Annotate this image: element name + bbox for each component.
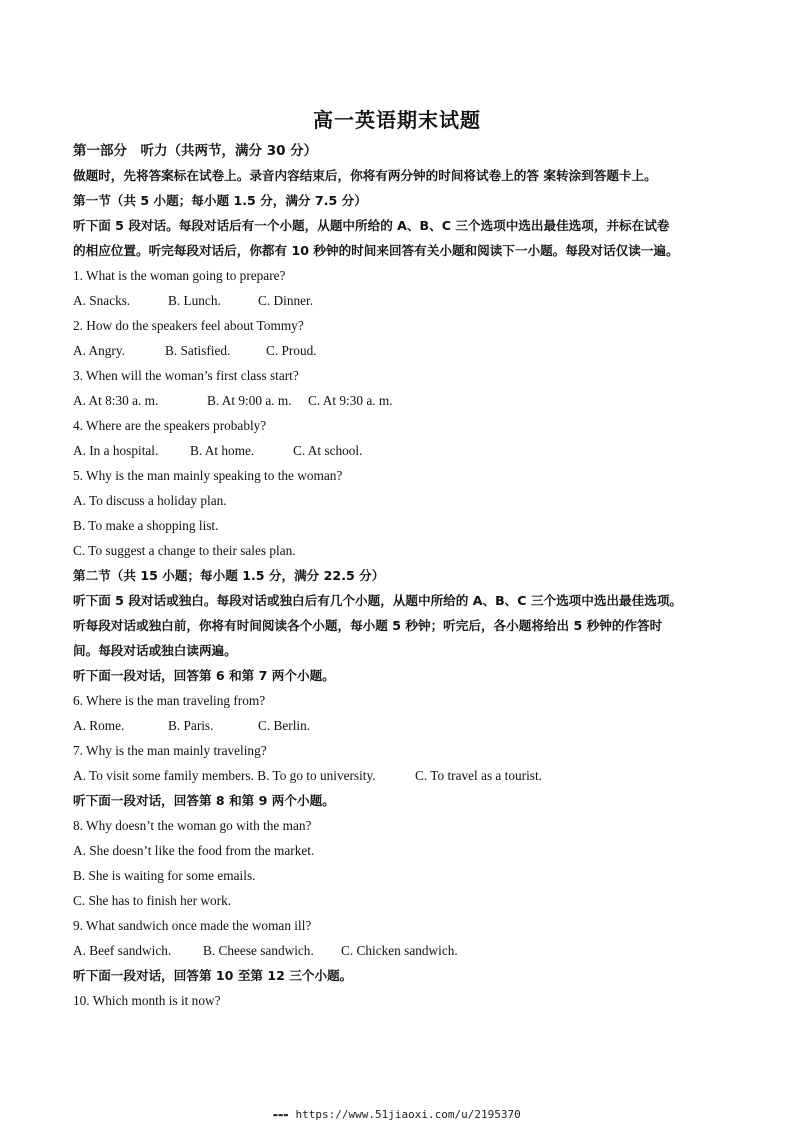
question-5: 5. Why is the man mainly speaking to the woman? (73, 468, 343, 483)
question-7: 7. Why is the man mainly traveling? (73, 743, 267, 758)
group-1-instruction: 听下面一段对话，回答第 6 和第 7 两个小题。 (73, 668, 335, 683)
footer-watermark: ▬▬▬ (273, 1111, 289, 1119)
question-9-options (73, 940, 733, 965)
option-a: A. Snacks. (73, 293, 131, 308)
question-7-options (73, 765, 733, 790)
question-8-option-a: A. She doesn’t like the food from the market. (73, 843, 315, 858)
footer-url[interactable]: https://www.51jiaoxi.com/u/2195370 (295, 1108, 521, 1121)
option-b: B. Lunch. (168, 293, 221, 308)
option-b: B. Satisfied. (165, 343, 231, 358)
question-2-options (73, 340, 733, 365)
group-2-instruction: 听下面一段对话，回答第 8 和第 9 两个小题。 (73, 793, 335, 808)
section2-instruction-1: 听下面 5 段对话或独白。每段对话或独白后有几个小题，从题中所给的 A、B、C 三个选项中选出最佳选项。 (73, 593, 683, 608)
options-a-b: A. To visit some family members. B. To go to university. (73, 768, 376, 783)
question-1-options (73, 290, 733, 315)
question-5-option-b: B. To make a shopping list. (73, 518, 219, 533)
option-b: B. Cheese sandwich. (203, 943, 314, 958)
question-5-option-a: A. To discuss a holiday plan. (73, 493, 227, 508)
option-a: A. Rome. (73, 718, 125, 733)
option-c: C. Proud. (266, 343, 317, 358)
option-c: C. Chicken sandwich. (341, 943, 458, 958)
question-1: 1. What is the woman going to prepare? (73, 268, 286, 283)
option-c: C. At school. (293, 443, 363, 458)
option-b: B. Paris. (168, 718, 214, 733)
question-3: 3. When will the woman’s first class start? (73, 368, 299, 383)
question-2: 2. How do the speakers feel about Tommy? (73, 318, 304, 333)
option-c: C. To travel as a tourist. (415, 768, 542, 783)
option-a: A. In a hospital. (73, 443, 159, 458)
question-4: 4. Where are the speakers probably? (73, 418, 267, 433)
question-8: 8. Why doesn’t the woman go with the man? (73, 818, 312, 833)
option-a: A. Angry. (73, 343, 125, 358)
question-3-options (73, 390, 733, 415)
page-footer (0, 1108, 794, 1121)
option-c: C. Dinner. (258, 293, 314, 308)
exam-content (73, 140, 733, 1015)
option-a: A. At 8:30 a. m. (73, 393, 159, 408)
option-c: C. Berlin. (258, 718, 311, 733)
question-8-option-c: C. She has to finish her work. (73, 893, 232, 908)
question-6-options (73, 715, 733, 740)
part1-heading: 第一部分 听力（共两节，满分 30 分） (73, 143, 318, 159)
question-8-option-b: B. She is waiting for some emails. (73, 868, 256, 883)
question-4-options (73, 440, 733, 465)
page-title: 高一英语期末试题 (313, 108, 481, 132)
group-3-instruction: 听下面一段对话，回答第 10 至第 12 三个小题。 (73, 968, 353, 983)
question-5-option-c: C. To suggest a change to their sales plan. (73, 543, 296, 558)
question-9: 9. What sandwich once made the woman ill? (73, 918, 312, 933)
question-10: 10. Which month is it now? (73, 993, 221, 1008)
section2-instruction-3: 间。每段对话或独白读两遍。 (73, 643, 237, 658)
option-a: A. Beef sandwich. (73, 943, 172, 958)
section1-heading: 第一节（共 5 小题；每小题 1.5 分，满分 7.5 分） (73, 193, 367, 208)
section1-instruction-1: 听下面 5 段对话。每段对话后有一个小题，从题中所给的 A、B、C 三个选项中选出最佳选项，并标在试卷 (73, 218, 670, 233)
section1-instruction-2: 的相应位置。听完每段对话后，你都有 10 秒钟的时间来回答有关小题和阅读下一小题。每段对话仅读一遍。 (73, 243, 679, 258)
intro-text: 做题时，先将答案标在试卷上。录音内容结束后，你将有两分钟的时间将试卷上的答 案转涂到答题卡上。 (73, 168, 657, 183)
section2-instruction-2: 听每段对话或独白前，你将有时间阅读各个小题，每小题 5 秒钟；听完后，各小题将给出 5 秒钟的作答时 (73, 618, 663, 633)
section2-heading: 第二节（共 15 小题；每小题 1.5 分，满分 22.5 分） (73, 568, 385, 583)
option-b: B. At home. (190, 443, 255, 458)
option-b: B. At 9:00 a. m. (207, 393, 292, 408)
option-c: C. At 9:30 a. m. (308, 393, 393, 408)
question-6: 6. Where is the man traveling from? (73, 693, 266, 708)
